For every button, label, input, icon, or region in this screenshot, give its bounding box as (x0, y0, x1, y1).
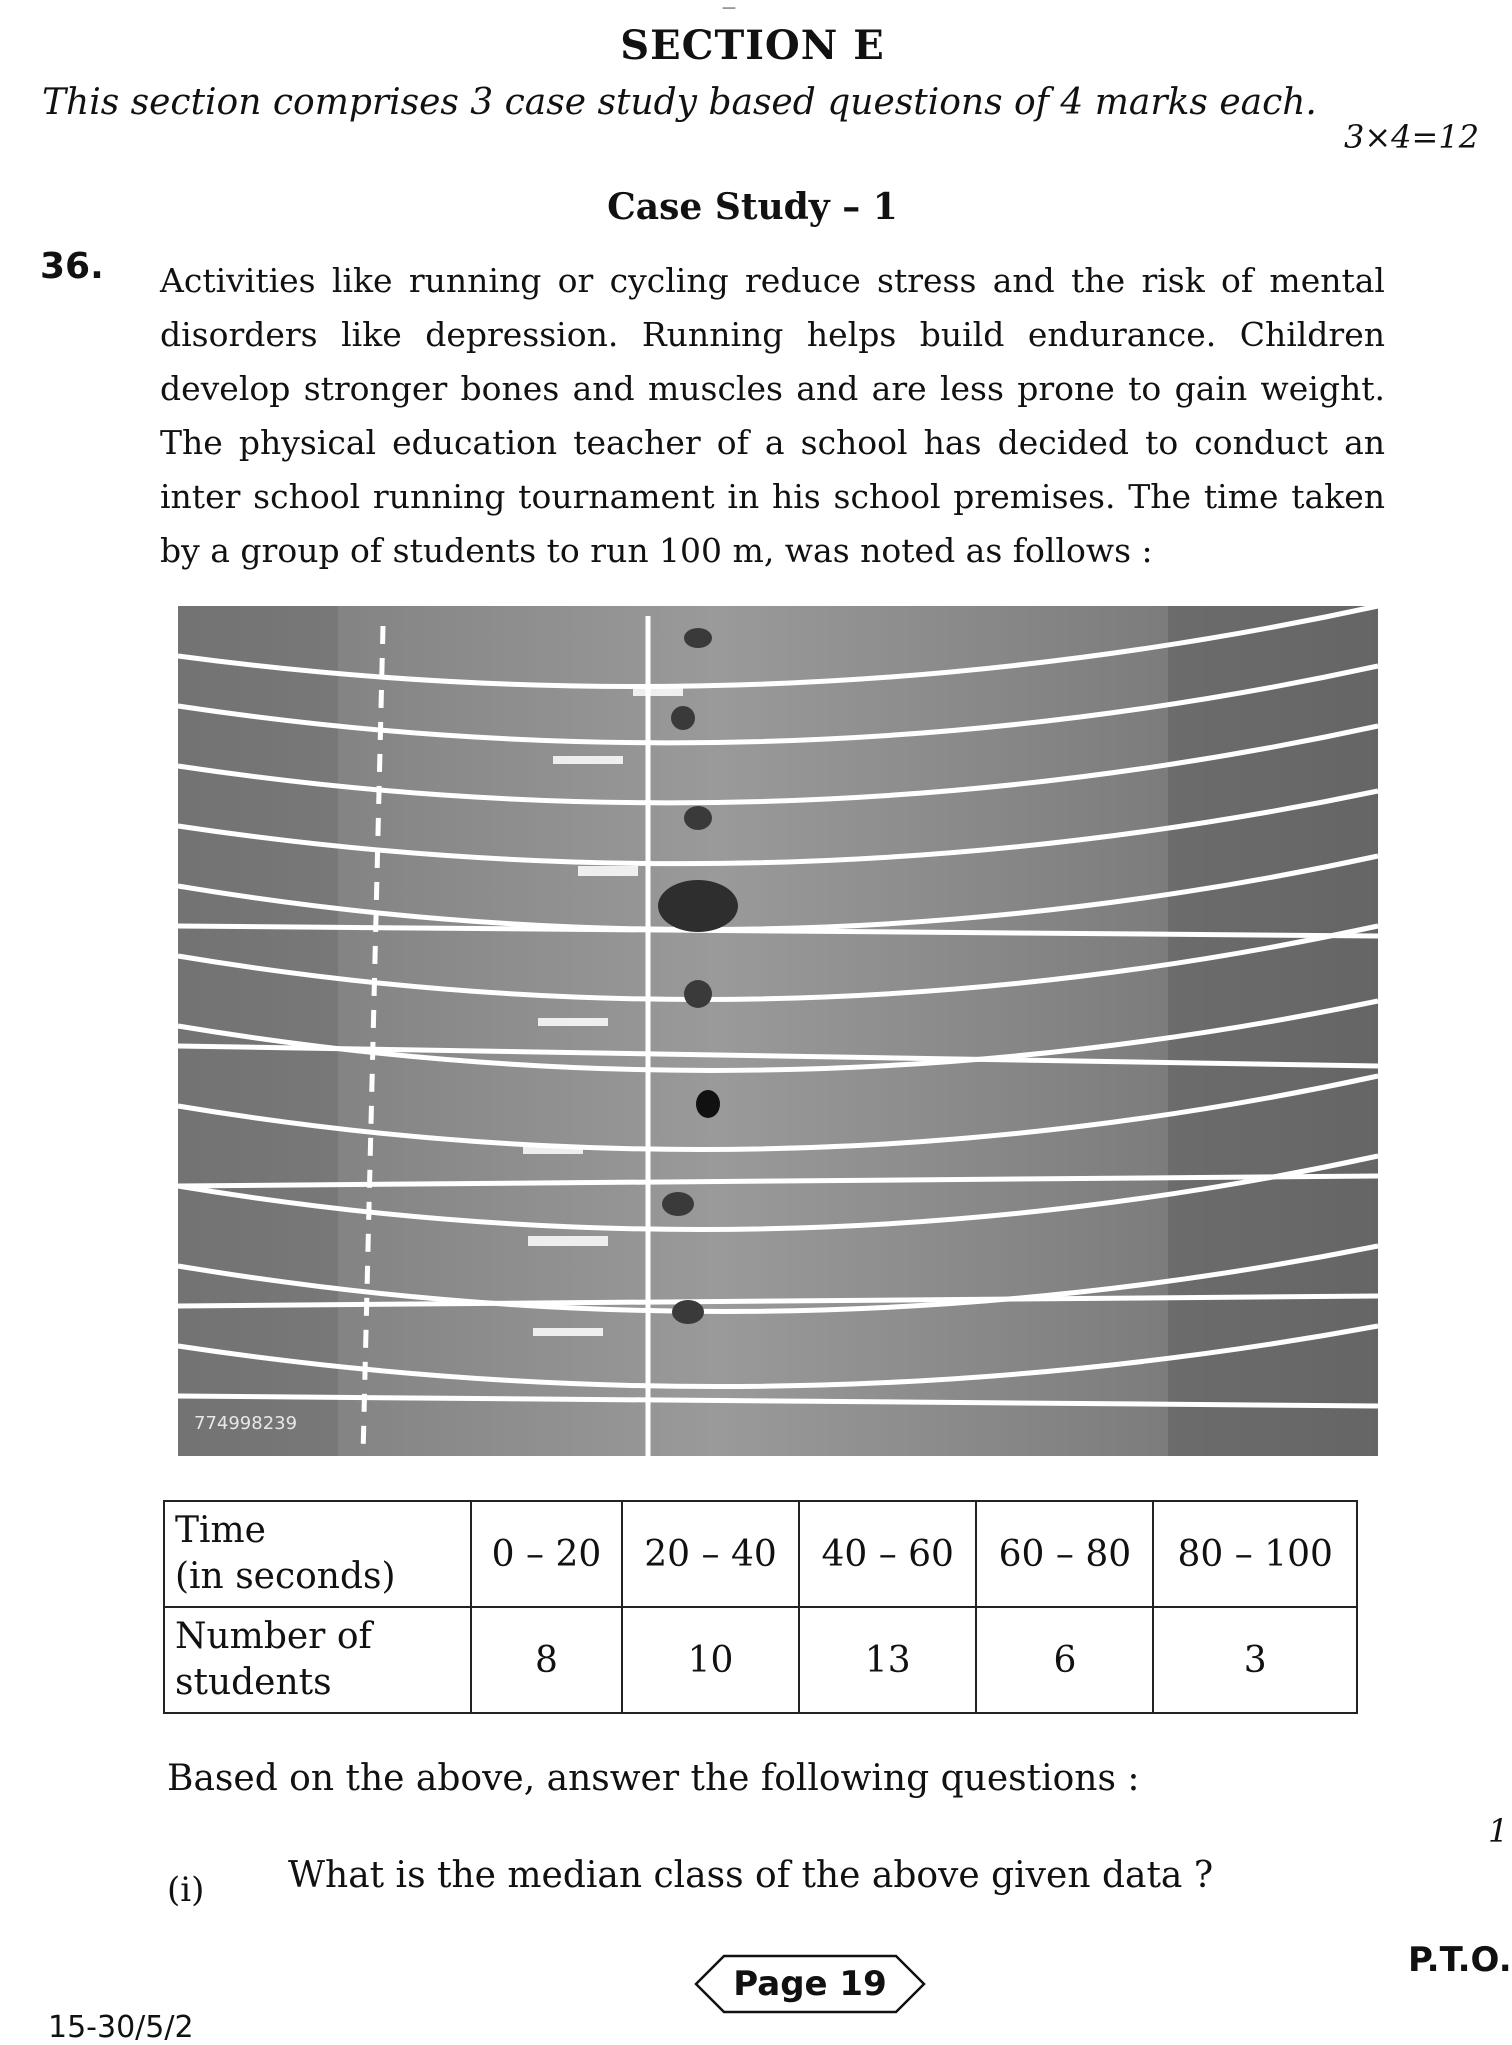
running-track-photo (178, 606, 1378, 1456)
case-study-title: Case Study – 1 (607, 186, 898, 228)
row-header-time-line2: (in seconds) (175, 1556, 396, 1597)
page-number: Page 19 (733, 1964, 887, 2004)
table-row-students (164, 1607, 1357, 1713)
row-header-time (164, 1501, 471, 1607)
time-frequency-table (163, 1500, 1358, 1714)
section-marks: 3×4=12 (1344, 118, 1480, 156)
class-interval: 20 – 40 (622, 1501, 799, 1607)
class-interval: 80 – 100 (1153, 1501, 1357, 1607)
section-title: SECTION E (620, 22, 885, 69)
question-1-text: What is the median class of the above given data ? (288, 1855, 1214, 1896)
row-header-students-line1: Number of (175, 1616, 372, 1657)
row-header-students (164, 1607, 471, 1713)
running-track-illustration (178, 606, 1378, 1456)
question-1-marks: 1 (1488, 1812, 1509, 1850)
question-number: 36. (40, 246, 104, 287)
row-header-students-line2: students (175, 1662, 332, 1703)
class-interval: 40 – 60 (799, 1501, 976, 1607)
page-number-badge (690, 1952, 930, 2016)
frequency-cell: 3 (1153, 1607, 1357, 1713)
question-1-label: (i) (167, 1870, 205, 1910)
table-row-time (164, 1501, 1357, 1607)
header-mark: — (722, 0, 736, 16)
frequency-cell: 6 (976, 1607, 1153, 1713)
section-intro: This section comprises 3 case study based questions of 4 marks each. (42, 82, 1317, 123)
case-study-paragraph: Activities like running or cycling reduce stress and the risk of mental disorders like depression. Running helps build endurance. Children develop stronger bones and muscles and are less prone to gain weight. The physical education teacher of a school has decided to conduct an inter school running tournament in his school premises. The time taken by a group of students to run 100 m, was noted as follows : (160, 261, 1385, 570)
row-header-time-line1: Time (175, 1510, 266, 1551)
pto-label: P.T.O. (1408, 1940, 1512, 1980)
class-interval: 60 – 80 (976, 1501, 1153, 1607)
paper-code: 15-30/5/2 (48, 2010, 194, 2045)
questions-lead: Based on the above, answer the following questions : (167, 1758, 1140, 1799)
frequency-cell: 8 (471, 1607, 622, 1713)
class-interval: 0 – 20 (471, 1501, 622, 1607)
photo-watermark-id: 774998239 (194, 1413, 298, 1434)
frequency-cell: 13 (799, 1607, 976, 1713)
frequency-cell: 10 (622, 1607, 799, 1713)
